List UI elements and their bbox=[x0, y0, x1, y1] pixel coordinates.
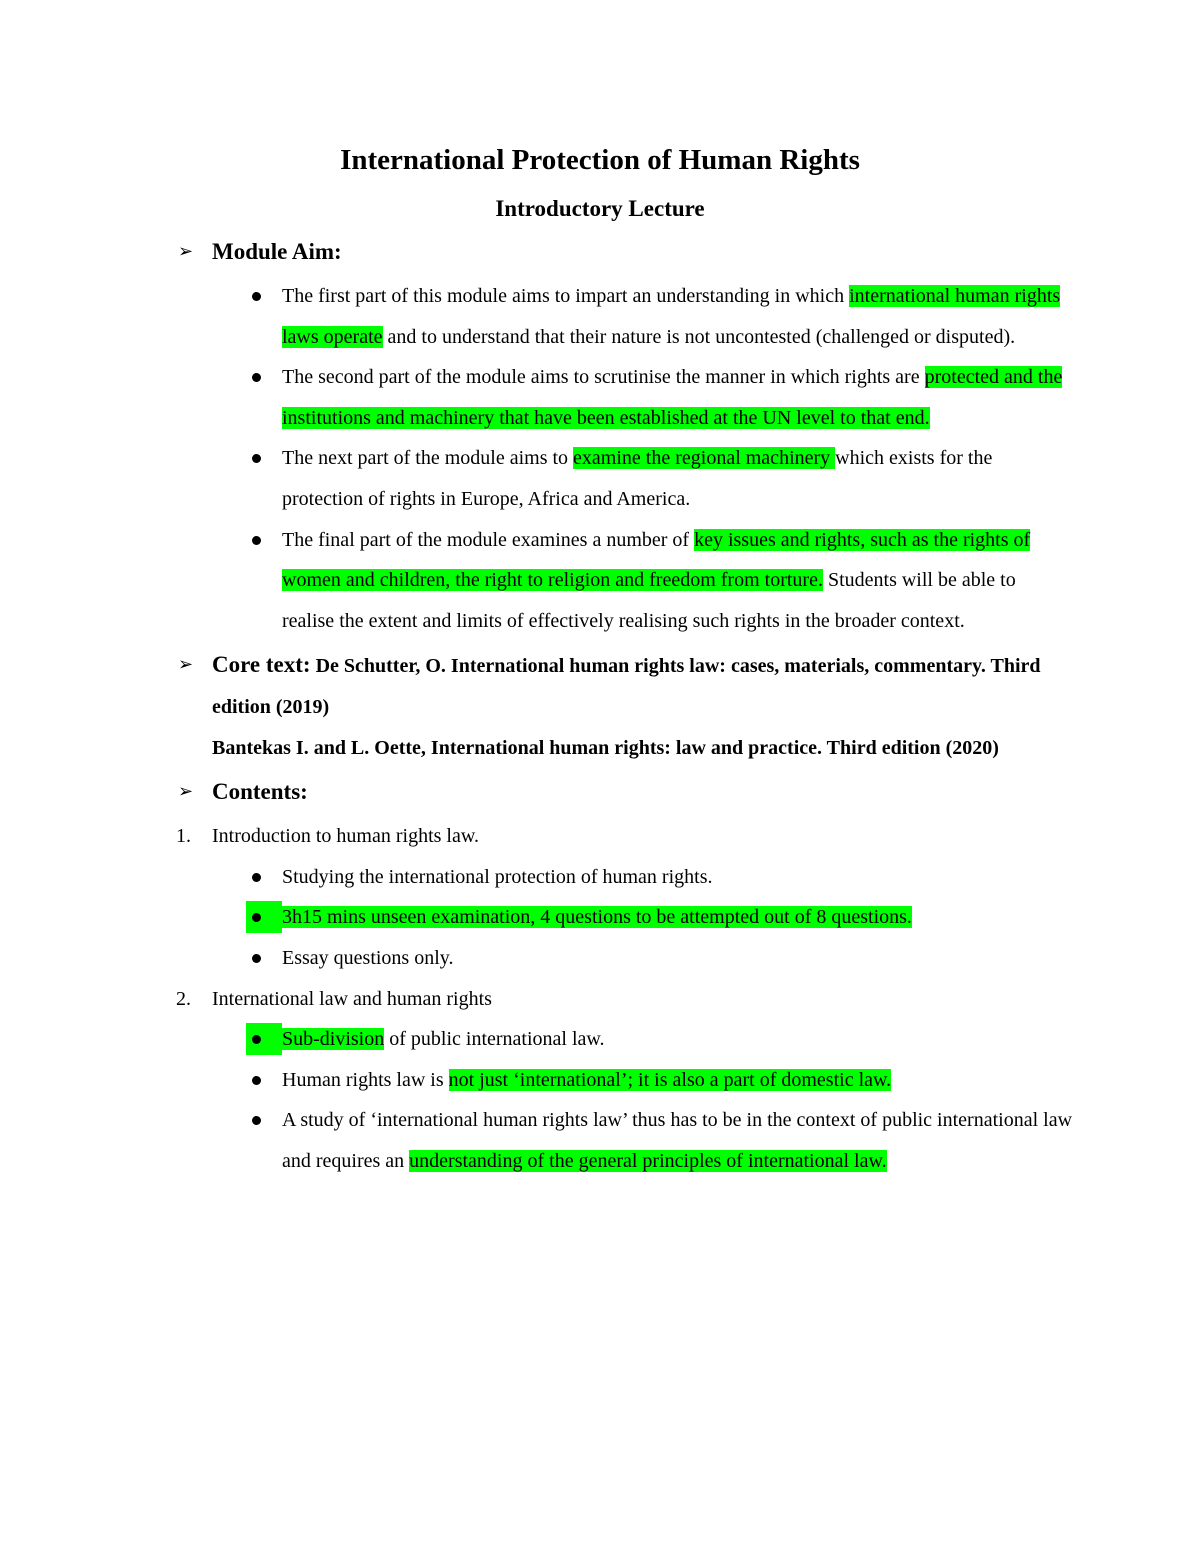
list-item: The first part of this module aims to impart an understanding in which international human rights laws operate and to understand that their nature is not uncontested (challenged or disputed). bbox=[282, 276, 1072, 357]
highlighted-text: understanding of the general principles of international law. bbox=[409, 1149, 887, 1172]
section-number: 1. bbox=[176, 825, 191, 848]
highlighted-text: not just ‘international’; it is also a part of domestic law. bbox=[448, 1068, 892, 1091]
list-item: The final part of the module examines a number of key issues and rights, such as the rights of women and children, the right to religion and freedom from torture. Students will be able to realise the extent and limits of effectively realising such rights in the broader context. bbox=[282, 520, 1072, 642]
core-text-reference-2: Bantekas I. and L. Oette, International human rights: law and practice. Third edition (2020) bbox=[212, 736, 999, 759]
highlighted-text: key issues and rights, such as the rights of women and children, the right to religion and freedom from torture. bbox=[282, 528, 1031, 592]
bullet-icon bbox=[252, 873, 261, 882]
section-title: Introduction to human rights law. bbox=[212, 825, 479, 848]
list-item: Essay questions only. bbox=[282, 938, 1072, 979]
core-text-reference-1: ➢ Core text: De Schutter, O. International human rights law: cases, materials, commentary. Third edition (2019) bbox=[212, 645, 1072, 727]
list-item: The second part of the module aims to scrutinise the manner in which rights are protected and the institutions and machinery that have been established at the UN level to that end. bbox=[282, 357, 1072, 438]
bullet-icon bbox=[252, 454, 261, 463]
list-item: Human rights law is not just ‘international’; it is also a part of domestic law. bbox=[282, 1060, 1072, 1101]
highlighted-text: 3h15 mins unseen examination, 4 questions to be attempted out of 8 questions. bbox=[282, 906, 912, 929]
section-number: 2. bbox=[176, 987, 191, 1010]
list-item: A study of ‘international human rights law’ thus has to be in the context of public international law and requires an understanding of the general principles of international law. bbox=[282, 1100, 1072, 1181]
page-title: International Protection of Human Rights bbox=[340, 144, 860, 176]
core-text-section bbox=[178, 645, 1072, 768]
highlighted-text: examine the regional machinery bbox=[573, 447, 836, 470]
bullet-icon bbox=[252, 373, 261, 382]
bullet-icon bbox=[252, 1076, 261, 1085]
highlighted-text: international human rights laws operate bbox=[282, 285, 1061, 348]
page-subtitle: Introductory Lecture bbox=[495, 196, 705, 221]
list-item: The next part of the module aims to examine the regional machinery which exists for the protection of rights in Europe, Africa and America. bbox=[282, 438, 1072, 519]
section-2-list bbox=[212, 1019, 1072, 1181]
core-text-label: Core text: bbox=[212, 652, 311, 678]
module-aim-heading: ➢ Module Aim: bbox=[212, 232, 1072, 272]
highlighted-text: protected and the institutions and machinery that have been established at the UN level to that end. bbox=[282, 366, 1063, 429]
list-item: Sub-division of public international law. bbox=[282, 1019, 1072, 1060]
list-item: Studying the international protection of human rights. bbox=[282, 857, 1072, 898]
list-item bbox=[282, 897, 1072, 938]
contents-section-2 bbox=[176, 979, 1072, 1020]
module-aim-section bbox=[178, 232, 1072, 641]
contents-section-1 bbox=[176, 816, 1072, 857]
contents-heading: ➢ Contents: bbox=[212, 772, 1072, 812]
section-title: International law and human rights bbox=[212, 987, 492, 1010]
contents-section bbox=[176, 772, 1073, 1181]
section-1-list bbox=[212, 857, 1072, 979]
arrow-bullet-icon: ➢ bbox=[178, 241, 194, 262]
arrow-bullet-icon: ➢ bbox=[178, 781, 194, 803]
arrow-bullet-icon: ➢ bbox=[178, 654, 194, 676]
bullet-icon bbox=[252, 1116, 261, 1125]
bullet-icon bbox=[252, 292, 261, 301]
module-aim-list bbox=[212, 276, 1072, 641]
bullet-icon bbox=[252, 954, 261, 963]
bullet-icon bbox=[252, 536, 261, 545]
highlighted-text: Sub-division bbox=[282, 1028, 385, 1051]
